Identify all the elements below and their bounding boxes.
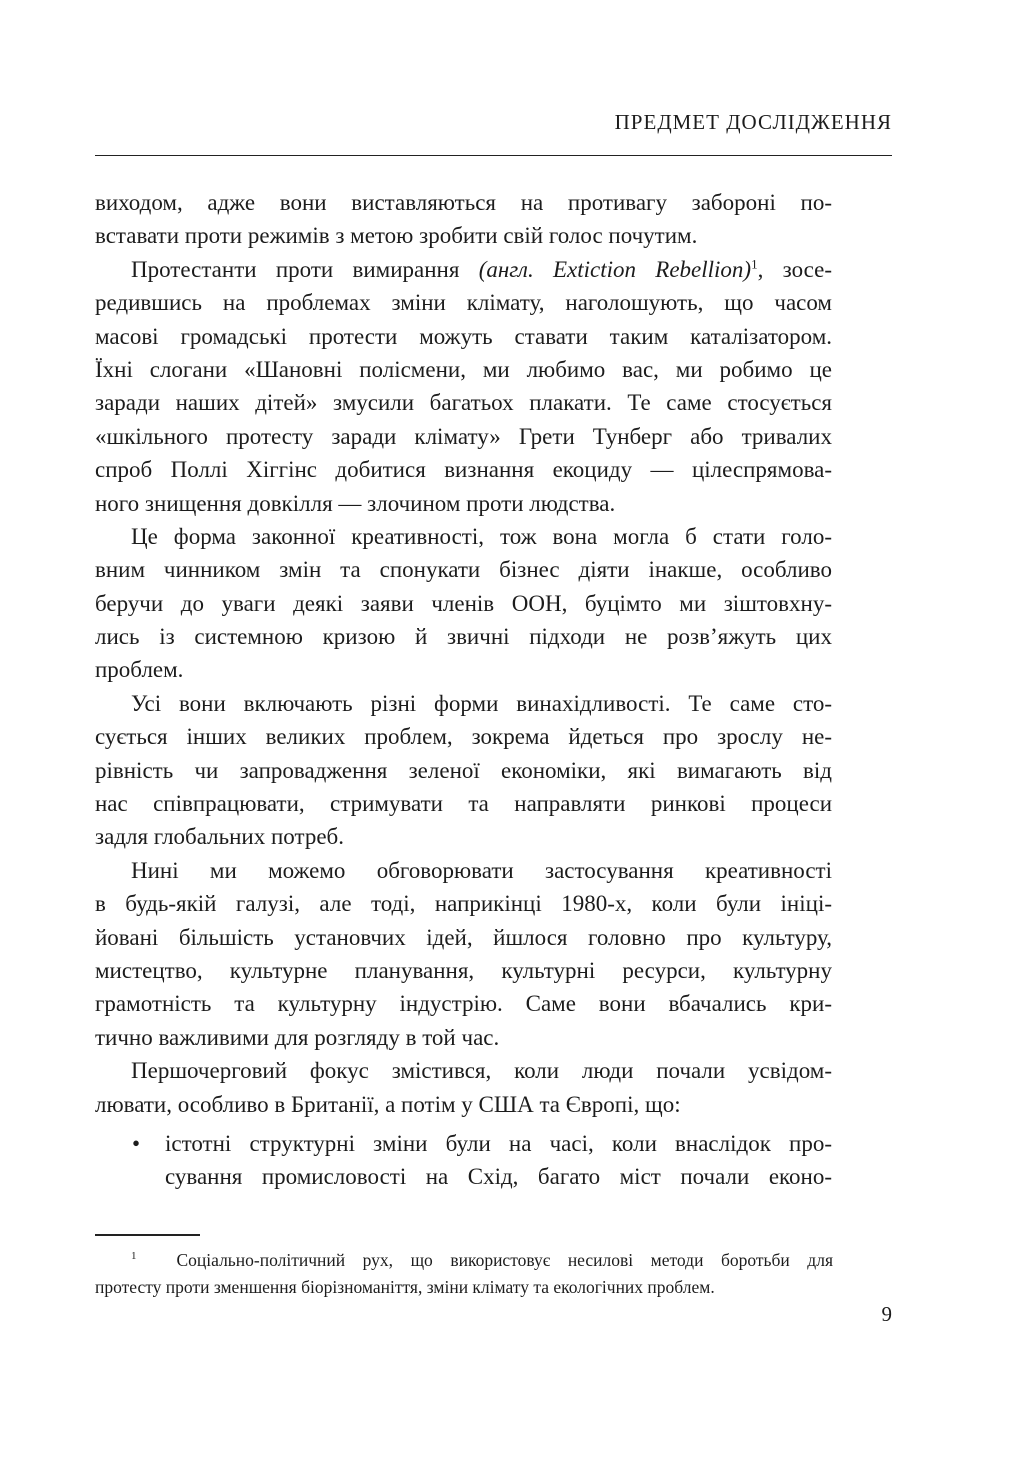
text-line: редившись на проблемах зміни клімату, наголошують, що часом — [95, 290, 832, 316]
text-line: мистецтво, культурне планування, культурні ресурси, культурну — [95, 957, 832, 983]
text-line: беручи до уваги деякі заяви членів ООН, буцімто ми зіштовхну- — [95, 590, 832, 616]
text-line: заради наших дітей» змусили багатьох плакати. Те саме стосується — [95, 390, 832, 416]
footnote — [95, 1243, 833, 1301]
text-line: Це форма законної креативності, тож вона могла б стати голо- — [131, 523, 832, 549]
bullet-icon: • — [132, 1130, 141, 1156]
footnote-line: протесту проти зменшення біорізноманіття, зміни клімату та екологічних проблем. — [95, 1276, 715, 1297]
text-line: Першочерговий фокус змістився, коли люди почали усвідом- — [131, 1058, 832, 1084]
text-line: Їхні слогани «Шановні полісмени, ми любимо вас, ми робимо це — [95, 356, 832, 382]
text-line: сується інших великих проблем, зокрема йдеться про зрослу не- — [95, 724, 832, 750]
text-line: «шкільного протесту заради клімату» Грети Тунберг або тривалих — [95, 423, 832, 449]
text-line: спроб Поллі Хіггінс добитися визнання екоциду — цілеспрямова- — [95, 457, 832, 483]
footnote-ref[interactable]: 1 — [751, 256, 758, 272]
text-line: вним чинником змін та спонукати бізнес діяти інакше, особливо — [95, 557, 832, 583]
text-line: нас співпрацювати, стримувати та направляти ринкові процеси — [95, 791, 832, 817]
footnote-marker: 1 — [131, 1250, 137, 1262]
text-line: лись із системною кризою й звичні підходи не розв’яжуть цих — [95, 624, 832, 650]
text-line: масові громадські протести можуть ставати таким каталізатором. — [95, 323, 832, 349]
text-line: рівність чи запровадження зеленої економіки, які вимагають від — [95, 757, 832, 783]
text-line: Усі вони включають різні форми винахідливості. Те саме сто- — [131, 690, 832, 716]
text-line: в будь-якій галузі, але тоді, наприкінці 1980-х, коли були ініці- — [95, 891, 832, 917]
running-header: ПРЕДМЕТ ДОСЛІДЖЕННЯ — [614, 110, 892, 134]
text-line: йовані більшість установчих ідей, йшлося головно про культуру, — [95, 924, 832, 950]
text-line: сування промисловості на Схід, багато міст почали еконо- — [165, 1164, 832, 1190]
text-line: Протестанти проти вимирання (англ. Extiction Rebellion)$^1$, зосе- — [131, 256, 833, 282]
text-line: лювати, особливо в Британії, а потім у США та Європі, що: — [95, 1091, 681, 1117]
text-line: задля глобальних потреб. — [95, 824, 344, 850]
footnote-line: $^1$ Соціально-політичний рух, що використовує несилові методи боротьби для — [131, 1249, 833, 1270]
text-line: ного знищення довкілля — злочином проти людства. — [95, 490, 616, 516]
bullet-item: • істотні структурні зміни були на часі, коли внаслідок про- — [95, 1127, 832, 1160]
text-line: тично важливими для розгляду в той час. — [95, 1024, 500, 1050]
text-line: грамотність та культурну індустрію. Саме вони вбачались кри- — [95, 991, 832, 1017]
text-line: Нині ми можемо обговорювати застосування креативності — [131, 857, 832, 883]
header-rule — [95, 155, 892, 156]
text-line: виходом, адже вони виставляються на противагу забороні по- — [95, 190, 832, 215]
body-text — [95, 186, 832, 1194]
text-line: проблем. — [95, 657, 184, 683]
page-number: 9 — [881, 1302, 892, 1326]
text-line: вставати проти режимів з метою зробити свій голос почутим. — [95, 223, 698, 249]
footnote-rule — [95, 1234, 200, 1236]
